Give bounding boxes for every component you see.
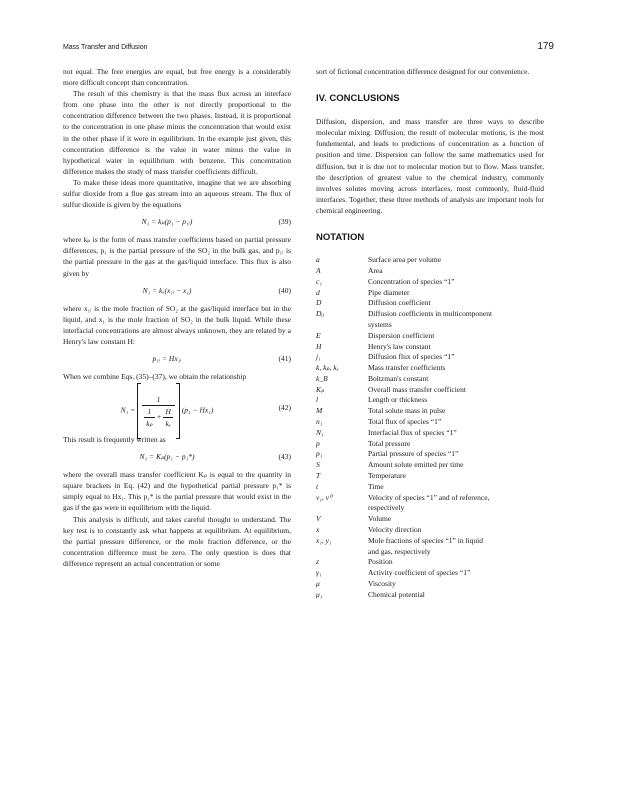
notation-symbol: H (316, 341, 322, 351)
notation-symbol: z (316, 557, 319, 567)
equation-number: (43) (278, 452, 291, 462)
equation-rhs: (p₁ − Hx₁) (181, 405, 214, 415)
notation-definition-text: Mole fractions of species “1” in liquid (368, 535, 483, 545)
equation-body: N₁ = kₚ(p₁ − p₁ᵢ) (141, 217, 193, 227)
notation-row (316, 536, 544, 558)
notation-row (316, 460, 544, 471)
notation-row (316, 288, 544, 299)
notation-row (316, 579, 544, 590)
notation-symbol: c₁ (316, 276, 322, 286)
notation-definition (368, 342, 544, 353)
notation-symbol: k, kₚ, kₓ (316, 363, 339, 373)
section-heading: NOTATION (316, 232, 365, 244)
notation-definition-text: Diffusion coefficients in multicomponent (368, 309, 493, 319)
notation-row (316, 277, 544, 288)
notation-definition (368, 439, 544, 450)
notation-row (316, 363, 544, 374)
notation-definition-text: Area (368, 265, 383, 275)
equation-body: N₁ = kₓ(x₁ᵢ − x₁) (142, 285, 192, 295)
notation-symbol: t (316, 481, 319, 491)
notation-definition (368, 255, 544, 266)
notation-symbol: N₁ (316, 427, 324, 437)
notation-definition (368, 428, 544, 439)
notation-definition (368, 352, 544, 363)
notation-symbol: M (316, 406, 323, 416)
notation-definition-text: Pipe diameter (368, 287, 410, 297)
notation-row (316, 298, 544, 309)
equation-41 (63, 348, 291, 370)
notation-definition-text: Amount solute emitted per time (368, 460, 464, 470)
equation-body (63, 383, 271, 439)
notation-symbol: v₁, v⁰ (316, 492, 333, 502)
notation-definition-continuation: respectively (368, 503, 405, 513)
notation-definition (368, 460, 544, 471)
notation-row (316, 482, 544, 493)
equation-43 (63, 446, 291, 468)
notation-symbol: S (316, 460, 320, 470)
running-title: Mass Transfer and Diffusion (63, 44, 148, 51)
notation-definition-continuation: systems (368, 319, 392, 329)
notation-symbol: E (316, 330, 321, 340)
fraction (142, 394, 175, 429)
notation-symbol: d (316, 287, 320, 297)
notation-definition-text: Diffusion coefficient (368, 298, 431, 308)
notation-definition-text: Total solute mass in pulse (368, 406, 446, 416)
notation-symbol: T (316, 471, 321, 481)
notation-definition-text: Boltzman's constant (368, 373, 429, 383)
equation-body: N₁ = Kₚ(p₁ − p₁*) (139, 452, 195, 462)
notation-symbol: Dᵢⱼ (316, 309, 324, 319)
notation-definition-text: Total pressure (368, 438, 411, 448)
equation-number: (39) (278, 217, 291, 227)
fraction (163, 406, 172, 429)
notation-definition-text: Dispersion coefficient (368, 330, 435, 340)
notation-symbol: a (316, 255, 320, 265)
notation-definition-text: Partial pressure of species “1” (368, 449, 459, 459)
notation-definition (368, 557, 544, 568)
equation-body: p₁ᵢ = Hx₁ᵢ (152, 353, 182, 363)
paragraph: where the overall mass transfer coefficient Kₚ is equal to the quantity in square brackets in Eq. (42) and the hypothetical partial pressure p₁* is simply equal to Hx₁. This p₁* is the partial pressure that would exist in the gas if the gas were in equilibrium with the liquid. (63, 470, 291, 513)
paragraph: The result of this chemistry is that the mass flux across an interface from one phase into the other is not directly proportional to the concentration difference between the two phases. Instead, it is proportional to the concentration in one phase minus the concentration that would exist in the other phase if it were in equilibrium. In the example just given, this concentration difference is the value in water minus the value in hypothetical water in equilibrium with benzene. This concentration difference makes the study of mass transfer coefficients difficult. (63, 89, 291, 176)
notation-definition-text: Overall mass transfer coefficient (368, 384, 466, 394)
notation-definition (368, 471, 544, 482)
denominator: kₚ (146, 418, 153, 428)
notation-symbol: Kₚ (316, 384, 325, 394)
notation-definition-text: Henry's law constant (368, 341, 431, 351)
notation-definition (368, 590, 544, 601)
paragraph: When we combine Eqs. (35)–(37), we obtain the relationship (63, 371, 247, 381)
notation-definition (368, 374, 544, 385)
paragraph: where x₁ᵢ is the mole fraction of SO₂ at the gas/liquid interface but in the liquid, and x₁ is the mole fraction of SO₂ in the bulk liquid. While these interfacial concentrations are almost always unknown, they are related by a Henry's law constant H: (63, 303, 291, 346)
notation-symbol: j₁ (316, 352, 321, 362)
denominator: kₓ (165, 418, 171, 428)
notation-row (316, 439, 544, 450)
paragraph: This result is frequently written as (63, 435, 166, 445)
notation-definition (368, 417, 544, 428)
notation-definition-text: Interfacial flux of species “1” (368, 427, 457, 437)
paragraph: not equal. The free energies are equal, but free energy is a considerably more difficult concept than concentration. (63, 67, 291, 88)
notation-definition (368, 288, 544, 299)
equation-39 (63, 211, 291, 233)
square-bracket (137, 383, 180, 439)
notation-definition-text: Length or thickness (368, 395, 428, 405)
notation-row (316, 266, 544, 277)
notation-definition-text: Velocity direction (368, 525, 422, 535)
notation-symbol: μ₁ (316, 589, 323, 599)
notation-definition (368, 298, 544, 309)
notation-definition-text: Temperature (368, 471, 406, 481)
notation-definition-text: Volume (368, 514, 392, 524)
denominator (142, 406, 175, 429)
notation-definition (368, 482, 544, 493)
notation-symbol: x₁, y₁ (316, 535, 332, 545)
notation-symbol: p (316, 438, 320, 448)
notation-symbol: V (316, 514, 321, 524)
notation-definition (368, 406, 544, 417)
notation-row (316, 514, 544, 525)
notation-row (316, 471, 544, 482)
notation-symbol: l (316, 395, 319, 405)
notation-symbol: A (316, 265, 321, 275)
notation-definition (368, 395, 544, 406)
equation-number: (42) (278, 403, 291, 413)
equation-40 (63, 280, 291, 302)
notation-symbol: k_B (316, 373, 328, 383)
notation-symbol: D (316, 298, 322, 308)
paragraph: where kₚ is the form of mass transfer coefficients based on partial pressure differences, p₁ is the partial pressure of the SO₂ in the bulk gas, and p₁ᵢ is the partial pressure in the gas at the gas/liquid interface. This flux is also given by (63, 235, 291, 278)
section-heading: IV. CONCLUSIONS (316, 93, 400, 105)
paragraph: To make these ideas more quantitative, imagine that we are absorbing sulfur dioxide from a flue gas stream into an aqueous stream. The flux of sulfur dioxide is given by the equations (63, 177, 291, 210)
notation-definition-text: Diffusion flux of species “1” (368, 352, 455, 362)
notation-definition-text: Surface area per volume (368, 255, 442, 265)
notation-definition-text: Velocity of species “1” and of reference, (368, 492, 490, 502)
fraction (144, 406, 155, 429)
notation-list (316, 255, 544, 601)
notation-definition (368, 266, 544, 277)
notation-row (316, 590, 544, 601)
numerator: 1 (142, 394, 175, 406)
notation-row (316, 352, 544, 363)
notation-symbol: x (316, 525, 320, 535)
notation-row (316, 331, 544, 342)
notation-definition-text: Mass transfer coefficients (368, 363, 446, 373)
notation-row (316, 493, 544, 515)
left-column (63, 66, 291, 569)
page-number: 179 (537, 41, 554, 52)
notation-row (316, 428, 544, 439)
equation-number: (40) (278, 285, 291, 295)
equation-42 (63, 383, 291, 433)
right-column (316, 66, 544, 601)
notation-row (316, 417, 544, 428)
notation-row (316, 406, 544, 417)
notation-row (316, 309, 544, 331)
notation-row (316, 255, 544, 266)
notation-definition (368, 309, 544, 331)
paragraph: This analysis is difficult, and takes careful thought to understand. The key test is to constantly ask what happens at equilibrium. At equilibrium, the partial pressure difference, or the mole fraction difference, or the concentration difference must be zero. The only question is does that difference represent an actual concentration or some (63, 514, 291, 568)
equation-number: (41) (278, 353, 291, 363)
numerator: 1 (144, 406, 155, 418)
notation-definition (368, 579, 544, 590)
paragraph: Diffusion, dispersion, and mass transfer are three ways to describe molecular mixing. Diffusion, the result of molecular motions, is the most fundemental, and leads to predictions of concentration as a function of position and time. Dispersion can follow the same mathematics used for diffusion, but it is due not to molecular motion but to flow. Mass transfer, the description of greatest value to the chemical industry, commonly involves solutes moving across interfaces, most commonly, fluid-fluid interfaces. Together, these three methods of analysis are important tools for chemical engineering. (316, 117, 544, 215)
plus-sign: + (156, 412, 162, 422)
notation-row (316, 342, 544, 353)
notation-definition (368, 385, 544, 396)
notation-definition-continuation: and gas, respectively (368, 546, 431, 556)
notation-symbol: γ₁ (316, 568, 322, 578)
notation-row (316, 449, 544, 460)
numerator: H (163, 406, 172, 418)
notation-definition-text: Activity coefficient of species “1” (368, 568, 471, 578)
notation-definition-text: Position (368, 557, 393, 567)
notation-row (316, 385, 544, 396)
notation-definition-text: Chemical potential (368, 589, 425, 599)
notation-definition (368, 514, 544, 525)
notation-definition (368, 525, 544, 536)
notation-row (316, 525, 544, 536)
equation-lhs: N₁ = (120, 405, 136, 415)
notation-row (316, 395, 544, 406)
notation-definition (368, 449, 544, 460)
notation-definition (368, 536, 544, 558)
notation-definition (368, 277, 544, 288)
notation-symbol: p₁ (316, 449, 323, 459)
notation-definition-text: Time (368, 481, 384, 491)
notation-row (316, 568, 544, 579)
notation-definition-text: Concentration of species “1” (368, 276, 455, 286)
notation-definition-text: Viscosity (368, 579, 396, 589)
notation-symbol: n₁ (316, 417, 323, 427)
notation-row (316, 557, 544, 568)
notation-definition (368, 363, 544, 374)
notation-definition (368, 493, 544, 515)
notation-definition (368, 568, 544, 579)
notation-symbol: μ (316, 579, 320, 589)
paragraph: sort of fictional concentration difference designed for our convenience. (316, 67, 530, 76)
notation-definition (368, 331, 544, 342)
notation-row (316, 374, 544, 385)
notation-definition-text: Total flux of species “1” (368, 417, 442, 427)
